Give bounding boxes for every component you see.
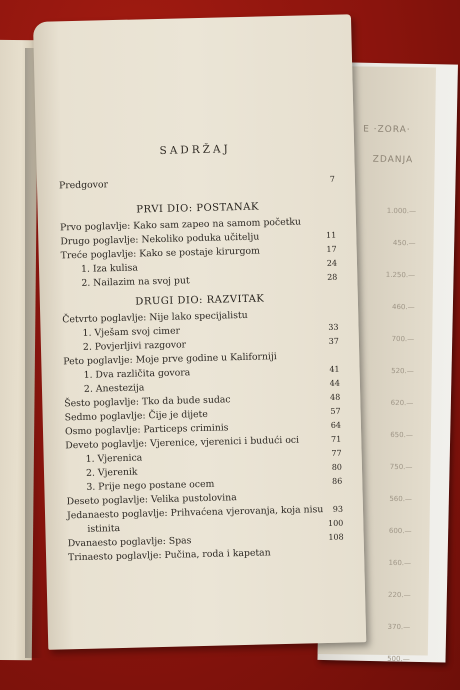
toc-entry-label: 3. Prije nego postane ocem — [86, 478, 215, 493]
price-value: 1.250.— — [385, 270, 416, 280]
price-value: 600.— — [388, 526, 412, 536]
price-value: 1.000.— — [386, 206, 417, 216]
toc-page-number: 93 — [332, 504, 344, 514]
toc-entry-label: 2. Nailazim na svoj put — [81, 275, 190, 289]
toc-entry-label: Treće poglavlje: Kako se postaje kirurgom — [60, 245, 261, 262]
toc-entry-label: 2. Vjerenik — [85, 466, 138, 479]
price-value: 650.— — [390, 430, 413, 440]
price-value: 450.— — [392, 238, 416, 248]
toc-page-number: 17 — [326, 244, 337, 254]
toc-entry-label: Deseto poglavlje: Velika pustolovina — [66, 492, 237, 508]
toc-page-number: 86 — [332, 476, 343, 486]
toc-entry-label: 1. Dva različita govora — [83, 367, 191, 381]
price-value: 620.— — [390, 398, 414, 408]
toc-entry-label: Osmo poglavlje: Particeps criminis — [64, 422, 229, 438]
price-value: 500.— — [387, 654, 410, 664]
toc-entry-label: Prvo poglavlje: Kako sam zapeo na samom početku — [59, 216, 302, 234]
toc-page-number: 28 — [327, 272, 338, 282]
toc-page-number: 11 — [326, 230, 337, 240]
toc-entry-label: 2. Anestezija — [83, 382, 145, 395]
toc-entry-label: 1. Vješam svoj cimer — [82, 325, 181, 339]
price-value: 700.— — [391, 334, 415, 344]
toc-page-number: 44 — [329, 378, 341, 388]
toc-page-number: 41 — [329, 364, 340, 374]
toc-entry-label: Deveto poglavlje: Vjerenice, vjerenici i budući oci — [65, 434, 300, 452]
toc-page-number: 33 — [328, 322, 339, 332]
toc-entry-label: istinita — [87, 523, 121, 535]
toc-entry-label: Sedmo poglavlje: Čije je dijete — [64, 408, 208, 424]
price-value: 750.— — [389, 462, 413, 472]
part-heading: DRUGI DIO: RAZVITAK — [135, 293, 265, 308]
toc-entry-label: 1. Iza kulisa — [80, 262, 138, 275]
price-value: 370.— — [387, 622, 411, 632]
toc-page-number: 37 — [328, 336, 339, 346]
toc-page-number: 80 — [331, 462, 343, 472]
toc-entry-label: Predgovor — [58, 179, 109, 192]
toc-entry-label: Drugo poglavlje: Nekoliko poduka učitelju — [60, 231, 260, 248]
toc-page-number: 108 — [328, 532, 344, 542]
publisher-heading: E ·ZORA· — [363, 124, 411, 136]
toc-title: SADRŽAJ — [159, 143, 231, 157]
toc-page-number: 77 — [331, 448, 342, 458]
toc-page-number: 100 — [327, 518, 344, 528]
toc-page-number: 24 — [326, 258, 338, 268]
toc-entry-label: 1. Vjerenica — [85, 452, 143, 465]
toc-entry-label: Trinaesto poglavlje: Pučina, roda i kapetan — [67, 547, 271, 564]
toc-page-number: 71 — [330, 434, 342, 444]
toc-page-number: 57 — [330, 406, 341, 416]
part-heading: PRVI DIO: POSTANAK — [136, 201, 259, 216]
toc-entry-label: Peto poglavlje: Moje prve godine u Kaliforniji — [63, 351, 277, 368]
toc-page-number: 64 — [330, 420, 342, 430]
toc-page-number: 7 — [329, 174, 336, 184]
toc-entry-label: 2. Povjerljivi razgovor — [82, 339, 187, 353]
toc-entry-label: Četvrto poglavlje: Nije lako specijalistu — [62, 309, 248, 326]
toc-page-number: 48 — [329, 392, 341, 402]
contents-page — [33, 14, 366, 650]
price-value: 520.— — [391, 366, 414, 376]
editions-heading: ZDANJA — [372, 154, 414, 166]
toc-entry-label: Dvanaesto poglavlje: Spas — [67, 535, 192, 550]
price-value: 220.— — [387, 590, 411, 600]
price-value: 460.— — [391, 302, 415, 312]
toc-entry-label: Šesto poglavlje: Tko da bude sudac — [64, 394, 231, 410]
toc-list — [59, 173, 344, 566]
toc-entry-label: Jedanaesto poglavlje: Prihvaćena vjerovanja, koja nisu — [66, 504, 324, 522]
price-value: 160.— — [388, 558, 412, 568]
price-value: 560.— — [389, 494, 413, 504]
